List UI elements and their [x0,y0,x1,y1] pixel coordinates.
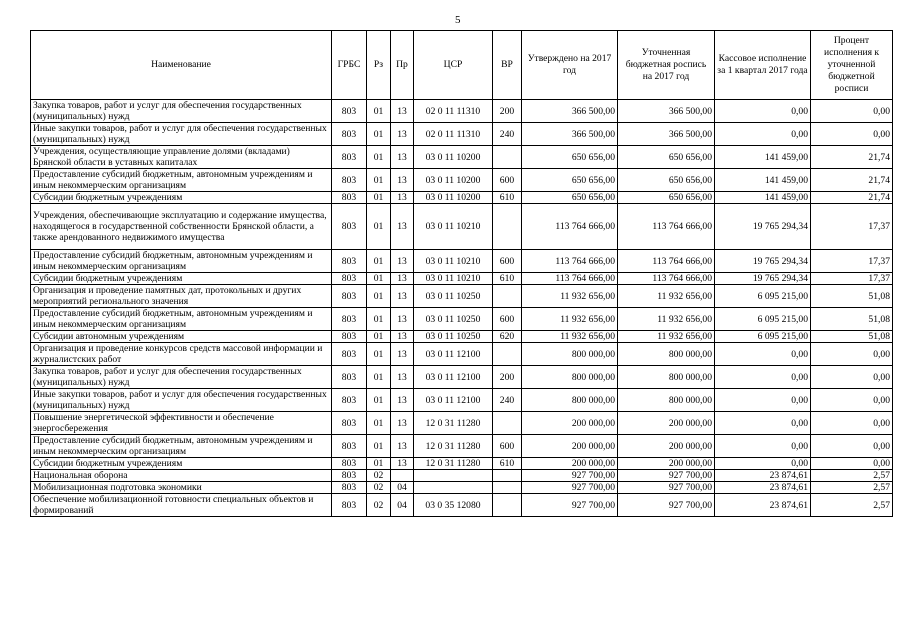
row-grbs-cell: 803 [332,146,367,169]
row-approved-cell: 927 700,00 [522,470,618,482]
row-pr-cell: 04 [391,482,414,494]
row-csr-cell: 03 0 11 10250 [414,308,493,331]
row-specified-cell: 927 700,00 [618,482,715,494]
row-approved-cell: 650 656,00 [522,169,618,192]
row-approved-cell: 800 000,00 [522,389,618,412]
row-percent-cell: 0,00 [811,123,893,146]
row-grbs-cell: 803 [332,458,367,470]
row-vr-cell [493,285,522,308]
row-specified-cell: 11 932 656,00 [618,331,715,343]
row-grbs-cell: 803 [332,123,367,146]
row-percent-cell: 17,37 [811,273,893,285]
row-cash-cell: 6 095 215,00 [715,285,811,308]
row-name-cell: Предоставление субсидий бюджетным, автономным учреждениям и иным некоммерческим организациям [31,308,332,331]
table-row [31,389,893,412]
row-percent-cell: 0,00 [811,389,893,412]
row-rz-cell: 02 [367,482,391,494]
header-cash: Кассовое исполнение за 1 квартал 2017 года [715,31,811,100]
row-grbs-cell: 803 [332,273,367,285]
table-row [31,192,893,204]
row-specified-cell: 11 932 656,00 [618,308,715,331]
row-rz-cell: 01 [367,146,391,169]
row-rz-cell: 01 [367,273,391,285]
row-vr-cell [493,412,522,435]
row-rz-cell: 01 [367,331,391,343]
row-cash-cell: 141 459,00 [715,169,811,192]
row-rz-cell: 01 [367,285,391,308]
row-approved-cell: 800 000,00 [522,366,618,389]
table-row [31,273,893,285]
row-pr-cell: 13 [391,343,414,366]
row-percent-cell: 2,57 [811,482,893,494]
table-row [31,123,893,146]
row-percent-cell: 0,00 [811,412,893,435]
row-percent-cell: 0,00 [811,435,893,458]
row-cash-cell: 23 874,61 [715,482,811,494]
row-approved-cell: 650 656,00 [522,192,618,204]
row-pr-cell: 13 [391,192,414,204]
row-name-cell: Закупка товаров, работ и услуг для обеспечения государственных (муниципальных) нужд [31,100,332,123]
row-grbs-cell: 803 [332,482,367,494]
row-cash-cell: 6 095 215,00 [715,308,811,331]
table-row [31,412,893,435]
row-vr-cell: 240 [493,123,522,146]
row-rz-cell: 01 [367,100,391,123]
row-rz-cell: 01 [367,308,391,331]
table-row [31,458,893,470]
row-grbs-cell: 803 [332,435,367,458]
row-rz-cell: 01 [367,192,391,204]
row-csr-cell: 03 0 11 12100 [414,366,493,389]
row-percent-cell: 17,37 [811,250,893,273]
row-name-cell: Предоставление субсидий бюджетным, автономным учреждениям и иным некоммерческим организациям [31,435,332,458]
row-name-cell: Предоставление субсидий бюджетным, автономным учреждениям и иным некоммерческим организациям [31,169,332,192]
row-cash-cell: 0,00 [715,435,811,458]
row-name-cell: Обеспечение мобилизационной готовности специальных объектов и формирований [31,494,332,517]
row-grbs-cell: 803 [332,412,367,435]
row-vr-cell: 610 [493,273,522,285]
row-name-cell: Иные закупки товаров, работ и услуг для обеспечения государственных (муниципальных) нужд [31,123,332,146]
row-percent-cell: 2,57 [811,470,893,482]
row-specified-cell: 366 500,00 [618,100,715,123]
row-csr-cell: 02 0 11 11310 [414,100,493,123]
row-approved-cell: 200 000,00 [522,458,618,470]
table-row [31,494,893,517]
row-percent-cell: 0,00 [811,100,893,123]
row-csr-cell: 03 0 11 10200 [414,146,493,169]
row-grbs-cell: 803 [332,366,367,389]
row-vr-cell [493,204,522,250]
row-csr-cell: 12 0 31 11280 [414,435,493,458]
row-name-cell: Субсидии бюджетным учреждениям [31,458,332,470]
row-csr-cell [414,482,493,494]
row-csr-cell [414,470,493,482]
row-specified-cell: 800 000,00 [618,389,715,412]
row-percent-cell: 51,08 [811,285,893,308]
row-vr-cell [493,494,522,517]
row-specified-cell: 200 000,00 [618,458,715,470]
row-vr-cell [493,343,522,366]
row-grbs-cell: 803 [332,308,367,331]
row-grbs-cell: 803 [332,250,367,273]
row-approved-cell: 927 700,00 [522,494,618,517]
row-rz-cell: 01 [367,435,391,458]
table-row [31,482,893,494]
row-specified-cell: 113 764 666,00 [618,273,715,285]
row-grbs-cell: 803 [332,343,367,366]
row-cash-cell: 0,00 [715,343,811,366]
row-rz-cell: 01 [367,343,391,366]
row-approved-cell: 200 000,00 [522,435,618,458]
row-csr-cell: 03 0 35 12080 [414,494,493,517]
row-vr-cell: 600 [493,250,522,273]
header-csr: ЦСР [414,31,493,100]
header-percent: Процент исполнения к уточненной бюджетной росписи [811,31,893,100]
row-approved-cell: 650 656,00 [522,146,618,169]
row-csr-cell: 03 0 11 10200 [414,169,493,192]
row-vr-cell: 620 [493,331,522,343]
row-cash-cell: 141 459,00 [715,192,811,204]
row-csr-cell: 03 0 11 10210 [414,273,493,285]
row-cash-cell: 0,00 [715,412,811,435]
row-rz-cell: 01 [367,169,391,192]
row-pr-cell: 13 [391,146,414,169]
row-specified-cell: 800 000,00 [618,343,715,366]
row-cash-cell: 0,00 [715,458,811,470]
row-rz-cell: 01 [367,458,391,470]
row-vr-cell: 610 [493,458,522,470]
table-row [31,250,893,273]
table-body [31,100,893,517]
row-name-cell: Мобилизационная подготовка экономики [31,482,332,494]
row-grbs-cell: 803 [332,331,367,343]
row-rz-cell: 01 [367,204,391,250]
row-vr-cell [493,470,522,482]
row-approved-cell: 113 764 666,00 [522,250,618,273]
row-grbs-cell: 803 [332,470,367,482]
table-row [31,285,893,308]
row-rz-cell: 01 [367,366,391,389]
table-row [31,366,893,389]
row-pr-cell: 13 [391,366,414,389]
row-name-cell: Организация и проведение конкурсов средств массовой информации и журналистских работ [31,343,332,366]
row-percent-cell: 0,00 [811,366,893,389]
row-approved-cell: 200 000,00 [522,412,618,435]
row-cash-cell: 0,00 [715,366,811,389]
table-row [31,204,893,250]
row-specified-cell: 927 700,00 [618,470,715,482]
row-cash-cell: 0,00 [715,389,811,412]
row-percent-cell: 51,08 [811,308,893,331]
row-approved-cell: 927 700,00 [522,482,618,494]
row-percent-cell: 21,74 [811,192,893,204]
row-rz-cell: 01 [367,250,391,273]
header-pr: Пр [391,31,414,100]
row-pr-cell: 13 [391,100,414,123]
row-specified-cell: 200 000,00 [618,412,715,435]
row-name-cell: Субсидии бюджетным учреждениям [31,273,332,285]
row-cash-cell: 23 874,61 [715,470,811,482]
row-pr-cell: 13 [391,123,414,146]
row-specified-cell: 650 656,00 [618,169,715,192]
row-specified-cell: 11 932 656,00 [618,285,715,308]
row-vr-cell: 240 [493,389,522,412]
row-percent-cell: 21,74 [811,169,893,192]
row-pr-cell: 13 [391,308,414,331]
row-grbs-cell: 803 [332,192,367,204]
row-specified-cell: 650 656,00 [618,192,715,204]
row-rz-cell: 01 [367,412,391,435]
row-csr-cell: 12 0 31 11280 [414,412,493,435]
row-specified-cell: 366 500,00 [618,123,715,146]
row-approved-cell: 113 764 666,00 [522,273,618,285]
row-csr-cell: 02 0 11 11310 [414,123,493,146]
row-grbs-cell: 803 [332,204,367,250]
row-cash-cell: 19 765 294,34 [715,204,811,250]
row-approved-cell: 11 932 656,00 [522,308,618,331]
row-percent-cell: 0,00 [811,458,893,470]
row-pr-cell [391,470,414,482]
header-name: Наименование [31,31,332,100]
row-name-cell: Повышение энергетической эффективности и обеспечение энергосбережения [31,412,332,435]
header-approved: Утверждено на 2017 год [522,31,618,100]
row-cash-cell: 141 459,00 [715,146,811,169]
row-grbs-cell: 803 [332,100,367,123]
table-row [31,169,893,192]
row-csr-cell: 03 0 11 10250 [414,331,493,343]
row-rz-cell: 02 [367,470,391,482]
row-pr-cell: 13 [391,389,414,412]
row-grbs-cell: 803 [332,285,367,308]
row-pr-cell: 13 [391,458,414,470]
row-grbs-cell: 803 [332,494,367,517]
row-csr-cell: 03 0 11 10200 [414,192,493,204]
row-name-cell: Национальная оборона [31,470,332,482]
row-specified-cell: 927 700,00 [618,494,715,517]
row-vr-cell [493,482,522,494]
row-csr-cell: 03 0 11 12100 [414,389,493,412]
table-header [31,31,893,100]
row-name-cell: Субсидии бюджетным учреждениям [31,192,332,204]
page-number: 5 [455,14,461,26]
row-name-cell: Учреждения, осуществляющие управление долями (вкладами) Брянской области в уставных капиталах [31,146,332,169]
table-row [31,146,893,169]
row-pr-cell: 13 [391,250,414,273]
table-row [31,100,893,123]
row-pr-cell: 13 [391,285,414,308]
row-rz-cell: 01 [367,123,391,146]
row-pr-cell: 13 [391,435,414,458]
row-name-cell: Закупка товаров, работ и услуг для обеспечения государственных (муниципальных) нужд [31,366,332,389]
row-csr-cell: 03 0 11 10250 [414,285,493,308]
row-percent-cell: 17,37 [811,204,893,250]
row-vr-cell: 200 [493,366,522,389]
row-cash-cell: 19 765 294,34 [715,250,811,273]
row-percent-cell: 51,08 [811,331,893,343]
row-csr-cell: 12 0 31 11280 [414,458,493,470]
row-vr-cell: 600 [493,169,522,192]
row-percent-cell: 0,00 [811,343,893,366]
row-cash-cell: 0,00 [715,100,811,123]
row-pr-cell: 04 [391,494,414,517]
row-name-cell: Субсидии автономным учреждениям [31,331,332,343]
table-row [31,470,893,482]
row-vr-cell: 610 [493,192,522,204]
row-vr-cell: 600 [493,435,522,458]
row-pr-cell: 13 [391,169,414,192]
row-pr-cell: 13 [391,273,414,285]
row-grbs-cell: 803 [332,169,367,192]
row-cash-cell: 0,00 [715,123,811,146]
row-cash-cell: 19 765 294,34 [715,273,811,285]
row-cash-cell: 6 095 215,00 [715,331,811,343]
row-approved-cell: 113 764 666,00 [522,204,618,250]
table-row [31,308,893,331]
row-grbs-cell: 803 [332,389,367,412]
row-vr-cell: 600 [493,308,522,331]
row-approved-cell: 800 000,00 [522,343,618,366]
table-row [31,343,893,366]
table-row [31,331,893,343]
row-percent-cell: 21,74 [811,146,893,169]
header-specified: Уточненная бюджетная роспись на 2017 год [618,31,715,100]
row-cash-cell: 23 874,61 [715,494,811,517]
table-row [31,435,893,458]
row-approved-cell: 366 500,00 [522,100,618,123]
row-rz-cell: 01 [367,389,391,412]
row-specified-cell: 113 764 666,00 [618,204,715,250]
row-name-cell: Учреждения, обеспечивающие эксплуатацию и содержание имущества, находящегося в государственной собственности Брянской области, а также арендованного недвижимого имущества [31,204,332,250]
row-name-cell: Иные закупки товаров, работ и услуг для обеспечения государственных (муниципальных) нужд [31,389,332,412]
row-vr-cell: 200 [493,100,522,123]
row-rz-cell: 02 [367,494,391,517]
row-vr-cell [493,146,522,169]
row-specified-cell: 800 000,00 [618,366,715,389]
row-name-cell: Организация и проведение памятных дат, протокольных и других мероприятий регионального значения [31,285,332,308]
row-approved-cell: 11 932 656,00 [522,331,618,343]
header-vr: ВР [493,31,522,100]
row-pr-cell: 13 [391,331,414,343]
row-pr-cell: 13 [391,412,414,435]
header-rz: Рз [367,31,391,100]
row-specified-cell: 113 764 666,00 [618,250,715,273]
row-approved-cell: 366 500,00 [522,123,618,146]
row-specified-cell: 650 656,00 [618,146,715,169]
row-percent-cell: 2,57 [811,494,893,517]
row-pr-cell: 13 [391,204,414,250]
budget-execution-table [30,30,893,517]
row-csr-cell: 03 0 11 10210 [414,250,493,273]
row-name-cell: Предоставление субсидий бюджетным, автономным учреждениям и иным некоммерческим организациям [31,250,332,273]
row-csr-cell: 03 0 11 10210 [414,204,493,250]
row-approved-cell: 11 932 656,00 [522,285,618,308]
header-grbs: ГРБС [332,31,367,100]
row-specified-cell: 200 000,00 [618,435,715,458]
row-csr-cell: 03 0 11 12100 [414,343,493,366]
